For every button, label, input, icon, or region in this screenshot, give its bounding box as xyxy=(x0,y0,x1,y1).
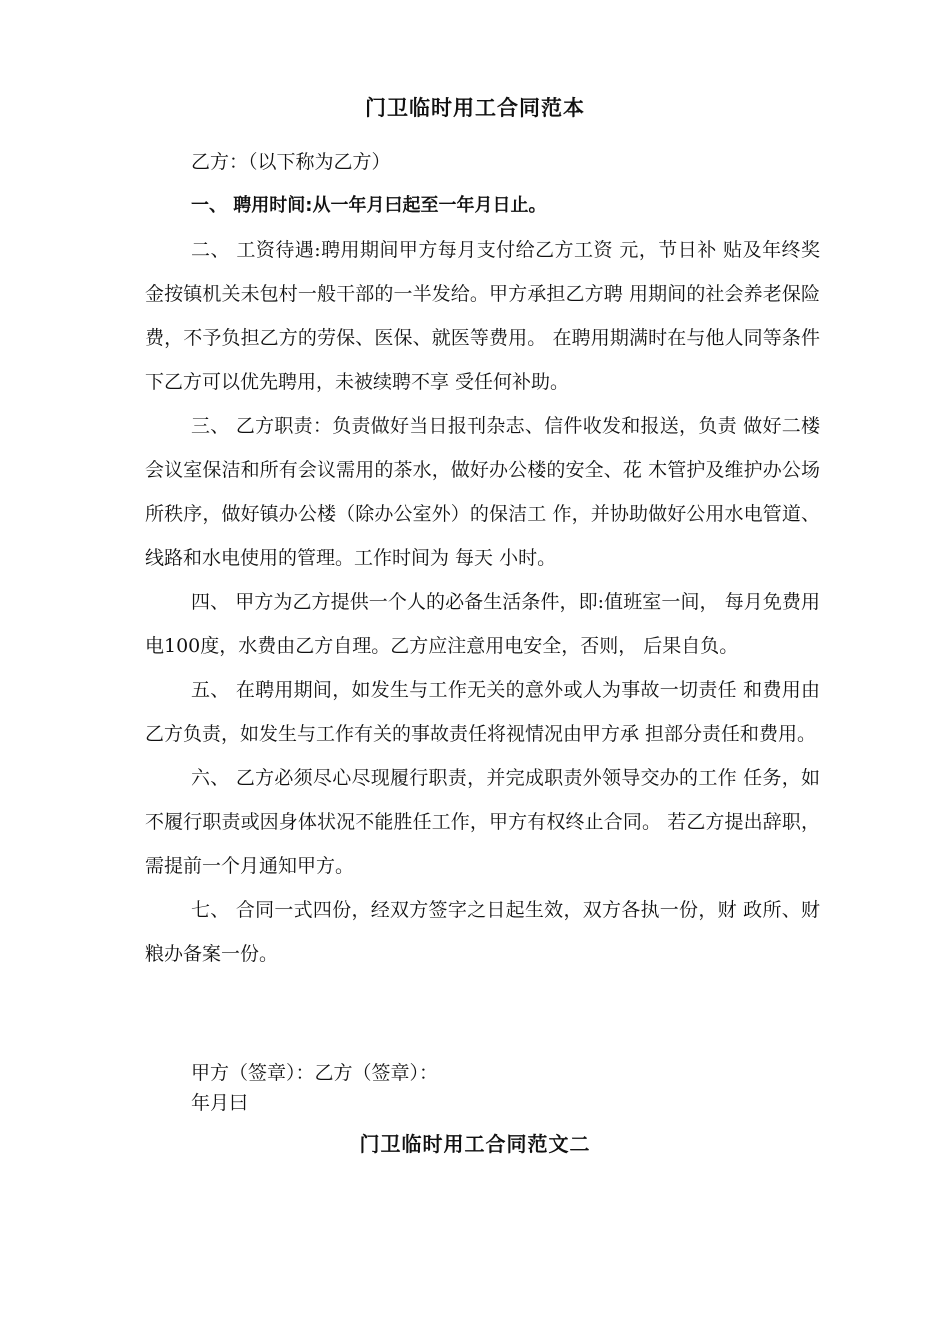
clause-3: 三、 乙方职责：负责做好当日报刊杂志、信件收发和报送，负责 做好二楼会议室保洁和所有会议需用的茶水，做好办公楼的安全、花 木管护及维护办公场所秩序，做好镇办公楼（除办公室外）的保洁工 作，并协助做好公用水电管道、线路和水电使用的管理。工作时间为 每天 小时。 xyxy=(145,415,820,569)
second-title: 门卫临时用工合同范文二 xyxy=(359,1132,591,1156)
document-title: 门卫临时用工合同范本 xyxy=(365,96,585,120)
signature-line: 甲方（签章）：乙方（签章）： xyxy=(191,1062,439,1084)
party-b-intro: 乙方：（以下称为乙方） xyxy=(191,151,391,173)
date-line: 年月曰 xyxy=(191,1092,249,1114)
document-body xyxy=(145,140,820,976)
clause-5: 五、 在聘用期间，如发生与工作无关的意外或人为事故一切责任 和费用由乙方负责，如发生与工作有关的事故责任将视情况由甲方承 担部分责任和费用。 xyxy=(145,679,820,745)
clause-7: 七、 合同一式四份，经双方签字之日起生效，双方各执一份，财 政所、财粮办备案一份。 xyxy=(145,899,820,965)
clause-2: 二、 工资待遇:聘用期间甲方每月支付给乙方工资 元，节日补 贴及年终奖金按镇机关未包村一般干部的一半发给。甲方承担乙方聘 用期间的社会养老保险费，不予负担乙方的劳保、医保、就医等费用。 在聘用期满时在与他人同等条件下乙方可以优先聘用，未被续聘不享 受任何补助。 xyxy=(145,239,820,393)
signature-block xyxy=(191,1058,438,1118)
clause-4: 四、 甲方为乙方提供一个人的必备生活条件，即:值班室一间， 每月免费用电100度，水费由乙方自理。乙方应注意用电安全，否则， 后果自负。 xyxy=(145,591,820,657)
clause-1: 一、 聘用时间:从一年月曰起至一年月日止。 xyxy=(191,195,547,216)
clause-6: 六、 乙方必须尽心尽现履行职责，并完成职责外领导交办的工作 任务，如不履行职责或因身体状况不能胜任工作，甲方有权终止合同。 若乙方提出辞职，需提前一个月通知甲方。 xyxy=(145,767,820,877)
